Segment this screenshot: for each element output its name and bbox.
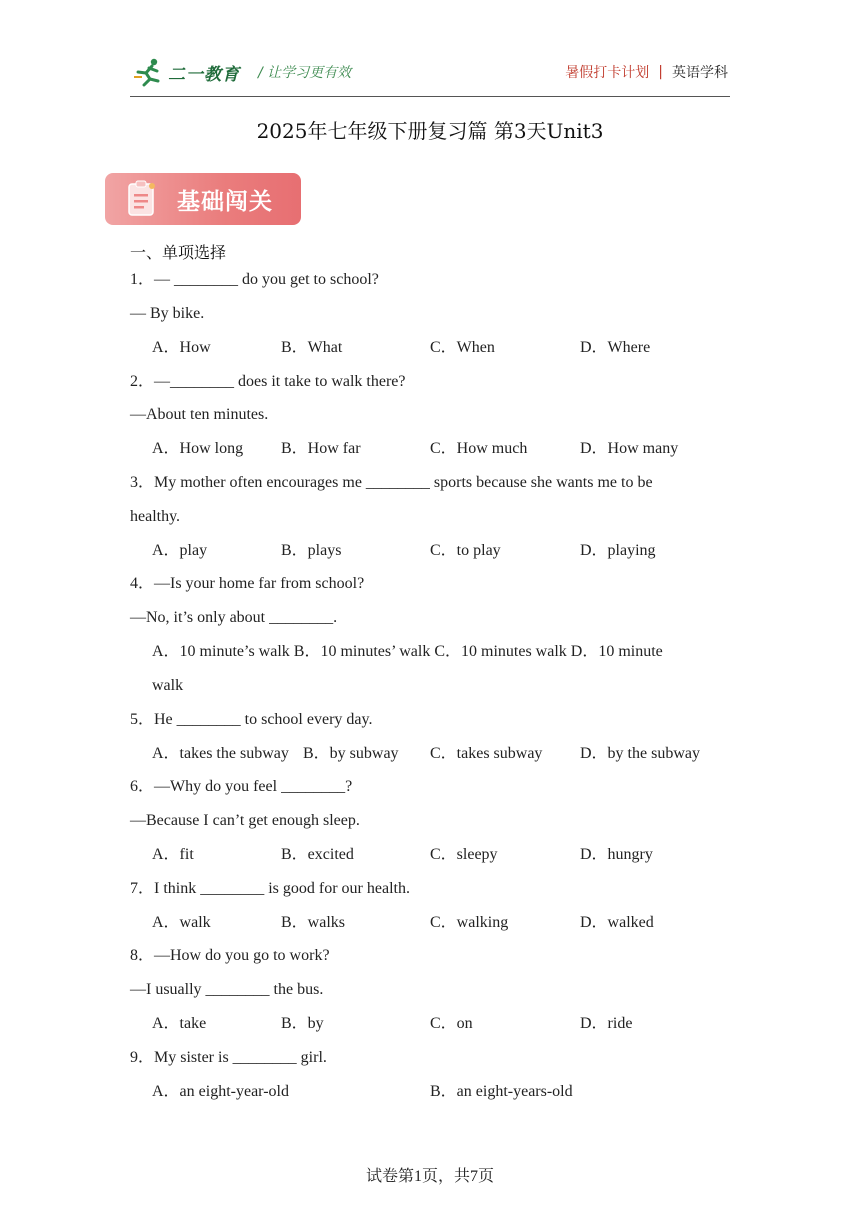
- subject-label: 英语学科: [672, 65, 728, 81]
- question-8-stem: 8．—How do you go to work?: [130, 947, 330, 964]
- question-4-answer: —No, it’s only about ________.: [130, 609, 338, 626]
- q5-option-a: A．takes the subway: [152, 745, 289, 762]
- q9-option-b: B．an eight-years-old: [430, 1083, 573, 1100]
- q7-option-b: B．walks: [281, 914, 346, 931]
- q6-option-b: B．excited: [281, 846, 354, 863]
- header-divider: [130, 96, 730, 97]
- question-2-stem: 2．—________ does it take to walk there?: [130, 373, 406, 390]
- question-9-stem: 9．My sister is ________ girl.: [130, 1049, 327, 1066]
- header-separator: |: [658, 64, 663, 80]
- part-title: 一、单项选择: [130, 243, 227, 262]
- question-5-stem: 5．He ________ to school every day.: [130, 711, 373, 728]
- q2-option-b: B．How far: [281, 440, 361, 457]
- section-badge: [105, 173, 301, 225]
- q7-option-d: D．walked: [580, 914, 654, 931]
- question-8-answer: —I usually ________ the bus.: [130, 981, 324, 998]
- q4-options-wrap: walk: [152, 677, 184, 694]
- q1-option-c: C．When: [430, 339, 495, 356]
- section-badge-label: 基础闯关: [177, 188, 273, 215]
- q6-option-c: C．sleepy: [430, 846, 498, 863]
- q1-option-d: D．Where: [580, 339, 651, 356]
- q3-option-d: D．playing: [580, 542, 656, 559]
- q9-option-a: A．an eight-year-old: [152, 1083, 289, 1100]
- q5-option-c: C．takes subway: [430, 745, 543, 762]
- q8-option-a: A．take: [152, 1015, 207, 1032]
- runner-logo-icon: [132, 57, 166, 87]
- question-2-answer: —About ten minutes.: [130, 406, 269, 423]
- q7-option-a: A．walk: [152, 914, 211, 931]
- q3-option-b: B．plays: [281, 542, 342, 559]
- question-6-stem: 6．—Why do you feel ________?: [130, 778, 353, 795]
- q8-option-d: D．ride: [580, 1015, 633, 1032]
- slogan: / 让学习更有效: [258, 65, 352, 81]
- question-6-answer: —Because I can’t get enough sleep.: [130, 812, 360, 829]
- header-right: [565, 62, 728, 82]
- q3-option-a: A．play: [152, 542, 208, 559]
- q6-option-a: A．fit: [152, 846, 194, 863]
- clipboard-icon: [127, 180, 157, 218]
- q7-option-c: C．walking: [430, 914, 509, 931]
- q3-option-c: C．to play: [430, 542, 501, 559]
- question-3-stem: 3．My mother often encourages me ________ sports because she wants me to be: [130, 474, 653, 491]
- q5-option-d: D．by the subway: [580, 745, 700, 762]
- question-1-stem: 1．— ________ do you get to school?: [130, 271, 379, 288]
- q8-option-b: B．by: [281, 1015, 324, 1032]
- question-4-stem: 4．—Is your home far from school?: [130, 575, 365, 592]
- page-footer: 试卷第1页，共7页: [365, 1168, 494, 1185]
- logo: [132, 56, 240, 88]
- page-title: 2025年七年级下册复习篇 第3天Unit3: [256, 119, 604, 143]
- question-7-stem: 7．I think ________ is good for our health.: [130, 880, 410, 897]
- question-1-answer: — By bike.: [130, 305, 205, 322]
- q8-option-c: C．on: [430, 1015, 473, 1032]
- q2-option-c: C．How much: [430, 440, 528, 457]
- q6-option-d: D．hungry: [580, 846, 653, 863]
- q2-option-a: A．How long: [152, 440, 244, 457]
- q1-option-b: B．What: [281, 339, 343, 356]
- question-3-stem-cont: healthy.: [130, 508, 181, 525]
- plan-label: 暑假打卡计划: [565, 65, 650, 81]
- logo-text: 二一教育: [168, 64, 240, 85]
- q4-options-line: A．10 minute’s walk B．10 minutes’ walk C．10 minutes walk D．10 minute: [152, 643, 663, 660]
- q2-option-d: D．How many: [580, 440, 679, 457]
- q1-option-a: A．How: [152, 339, 211, 356]
- q5-option-b: B．by subway: [303, 745, 399, 762]
